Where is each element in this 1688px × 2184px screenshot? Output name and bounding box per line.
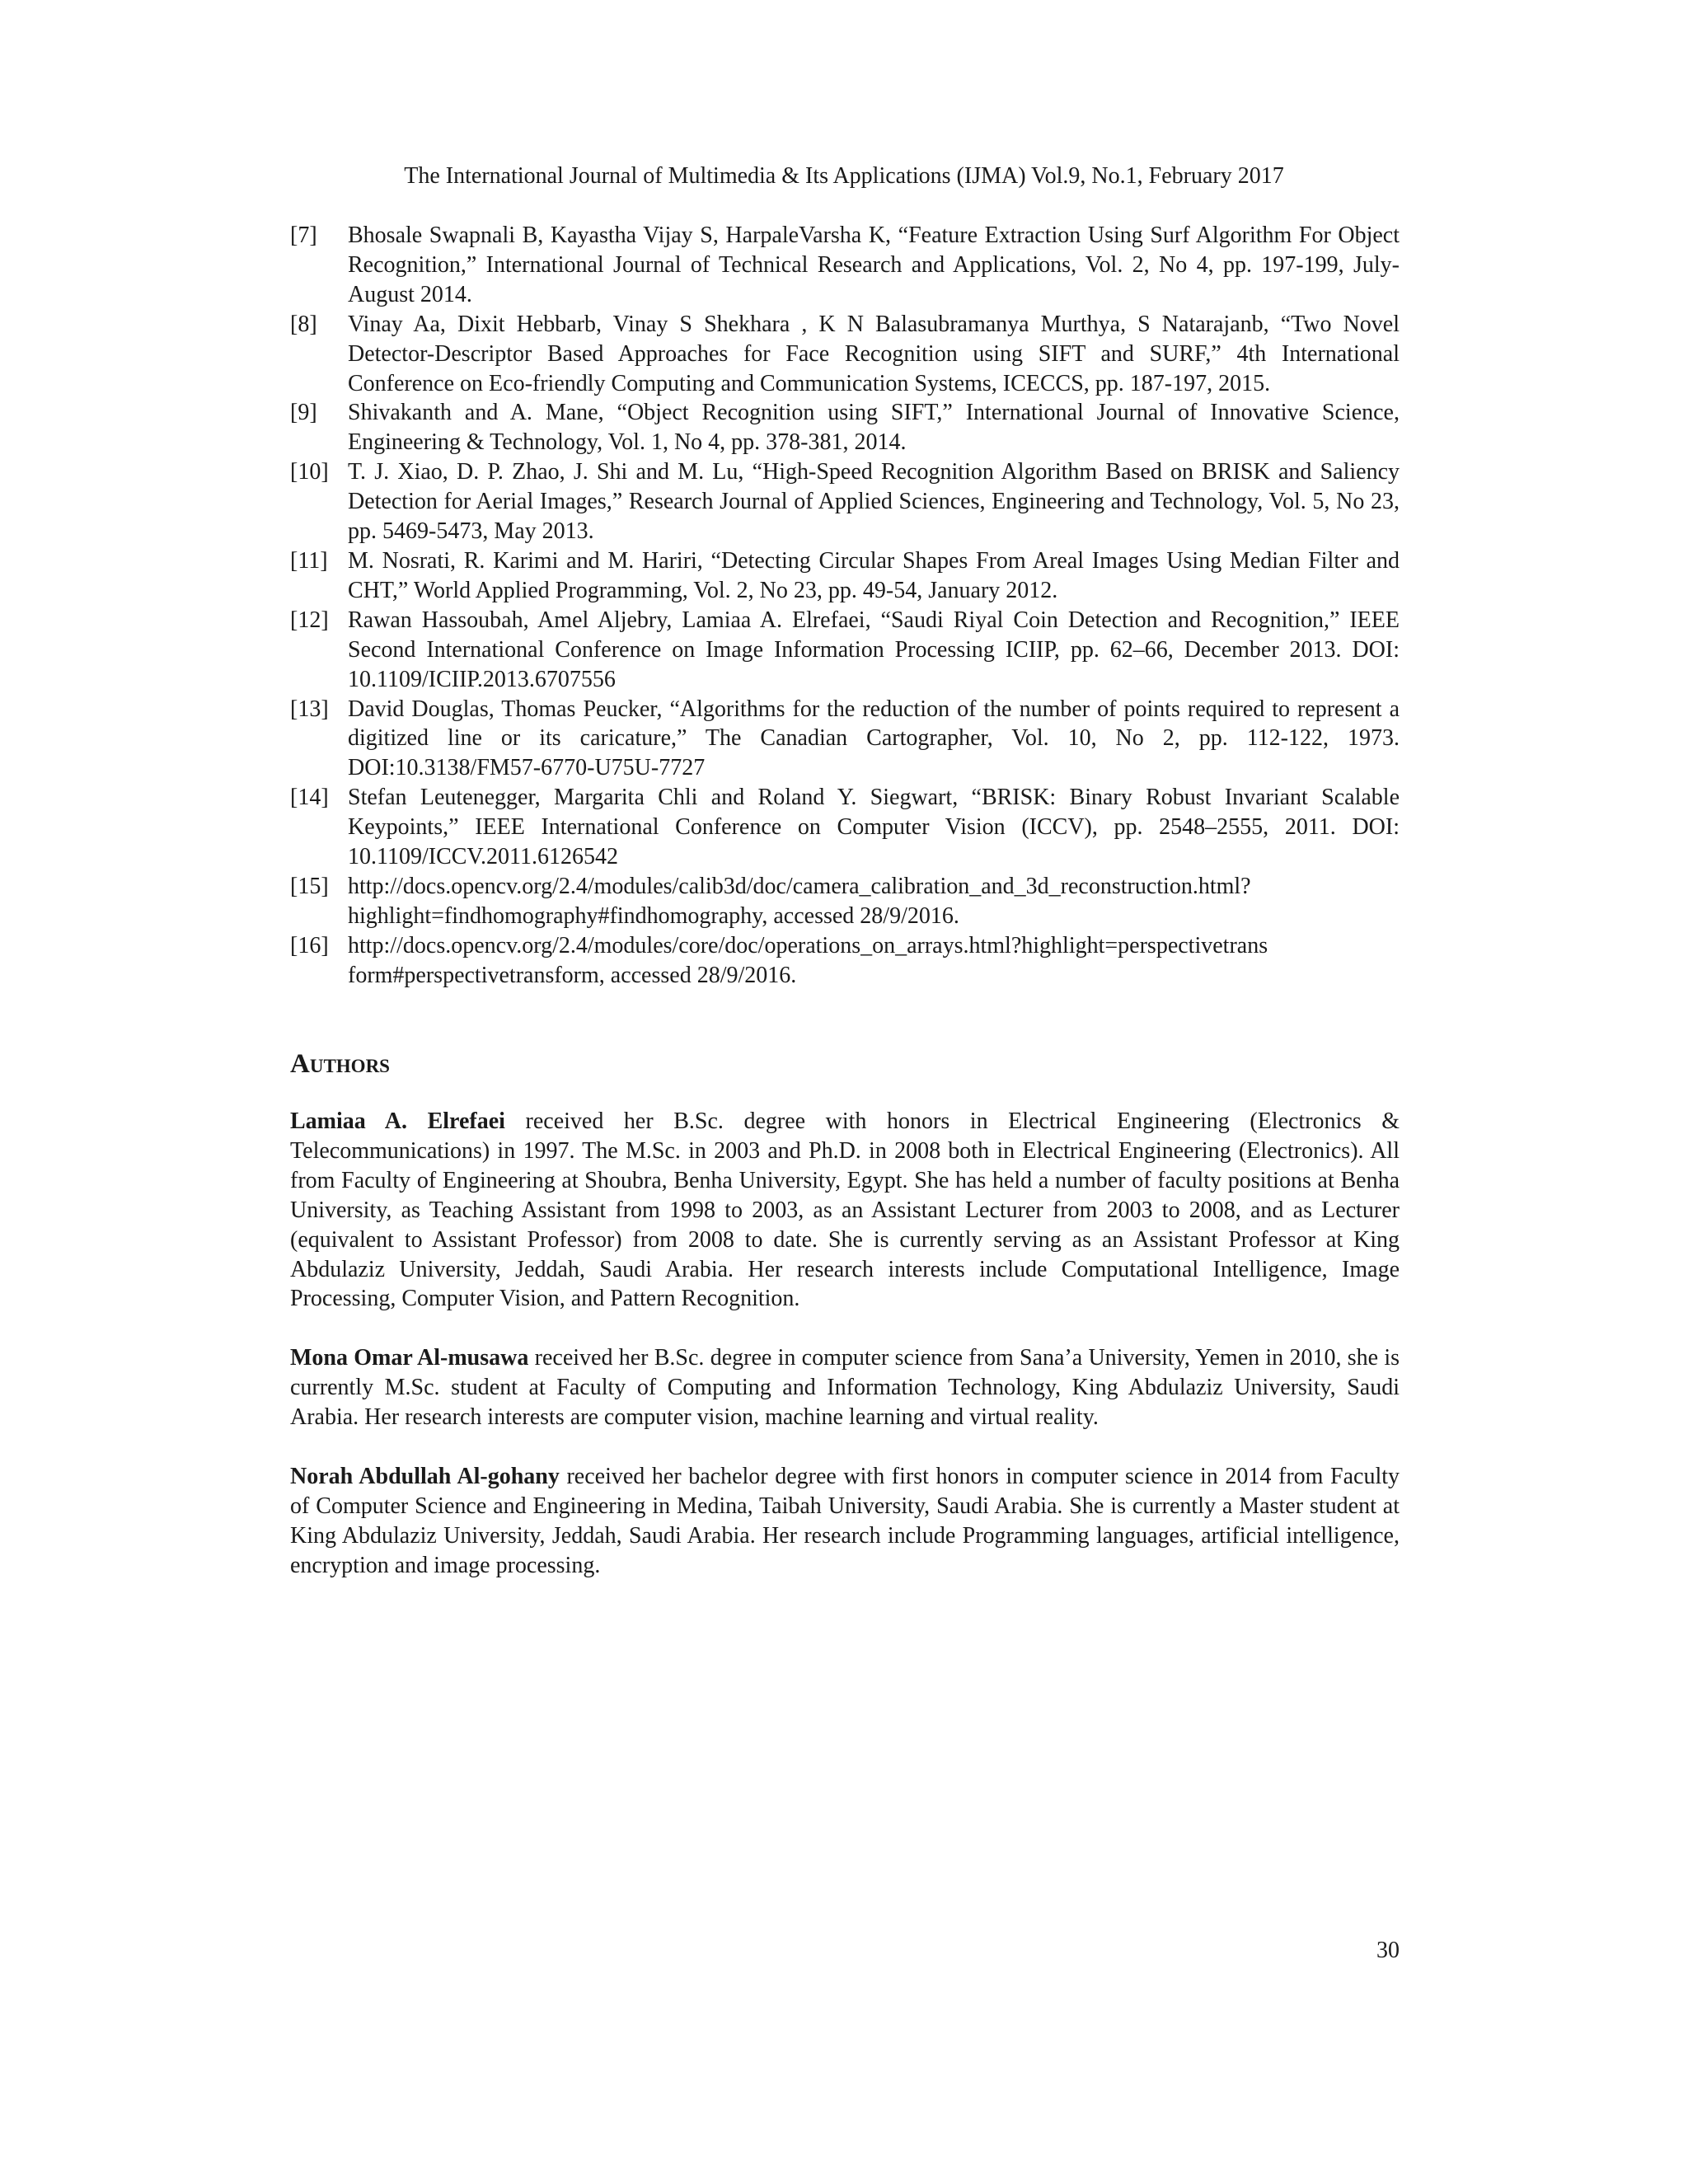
- author-name: Mona Omar Al-musawa: [290, 1345, 529, 1371]
- reference-item: [290, 872, 1400, 931]
- reference-number: [15]: [290, 873, 329, 899]
- author-bio-text: received her B.Sc. degree in computer science from Sana’a University, Yemen in 2010, she is currently M.Sc. student at Faculty of Computing and Information Technology, King Abdulaziz University, Saudi Arabia. Her research interests are computer vision, machine learning and virtual reality.: [290, 1345, 1400, 1430]
- reference-text: http://docs.opencv.org/2.4/modules/core/doc/operations_on_arrays.html?highlight=perspectivetrans form#perspectivetransform, accessed 28/9/2016.: [348, 932, 1268, 988]
- reference-number: [13]: [290, 696, 329, 722]
- author-bio-text: received her B.Sc. degree with honors in Electrical Engineering (Electronics & Telecommunications) in 1997. The M.Sc. in 2003 and Ph.D. in 2008 both in Electrical Engineering (Electronics). All from Faculty of Engineering at Shoubra, Benha University, Egypt. She has held a number of faculty positions at Benha University, as Teaching Assistant from 1998 to 2003, as an Assistant Lecturer from 2003 to 2008, and as Lecturer (equivalent to Assistant Professor) from 2008 to date. She is currently serving as an Assistant Professor at King Abdulaziz University, Jeddah, Saudi Arabia. Her research interests include Computational Intelligence, Image Processing, Computer Vision, and Pattern Recognition.: [290, 1108, 1400, 1312]
- author-bio-text: received her bachelor degree with first honors in computer science in 2014 from Faculty of Computer Science and Engineering in Medina, Taibah University, Saudi Arabia. She is currently a Master student at King Abdulaziz University, Jeddah, Saudi Arabia. Her research include Programming languages, artificial intelligence, encryption and image processing.: [290, 1464, 1400, 1578]
- running-header: The International Journal of Multimedia & Its Applications (IJMA) Vol.9, No.1, February 2017: [404, 163, 1284, 189]
- reference-item: [290, 695, 1400, 784]
- author-bio: [290, 1107, 1400, 1314]
- author-bio: [290, 1343, 1400, 1432]
- page-number: 30: [1376, 1938, 1400, 1963]
- reference-text: David Douglas, Thomas Peucker, “Algorithms for the reduction of the number of points required to represent a digitized line or its caricature,” The Canadian Cartographer, Vol. 10, No 2, pp. 112-122, 1973. DOI:10.3138/FM57-6770-U75U-7727: [348, 696, 1400, 781]
- authors-heading: Authors: [290, 1049, 390, 1079]
- reference-item: [290, 221, 1400, 310]
- reference-text: M. Nosrati, R. Karimi and M. Hariri, “Detecting Circular Shapes From Areal Images Using Median Filter and CHT,” World Applied Programming, Vol. 2, No 23, pp. 49-54, January 2012.: [348, 547, 1400, 603]
- author-bio: [290, 1462, 1400, 1581]
- reference-item: [290, 931, 1400, 991]
- author-name: Norah Abdullah Al-gohany: [290, 1464, 560, 1489]
- reference-item: [290, 783, 1400, 872]
- reference-text: Rawan Hassoubah, Amel Aljebry, Lamiaa A. Elrefaei, “Saudi Riyal Coin Detection and Recognition,” IEEE Second International Conference on Image Information Processing ICIIP, pp. 62–66, December 2013. DOI: 10.1109/ICIIP.2013.6707556: [348, 607, 1400, 692]
- reference-text: Stefan Leutenegger, Margarita Chli and Roland Y. Siegwart, “BRISK: Binary Robust Invariant Scalable Keypoints,” IEEE International Conference on Computer Vision (ICCV), pp. 2548–2555, 2011. DOI: 10.1109/ICCV.2011.6126542: [348, 785, 1400, 870]
- reference-number: [8]: [290, 311, 317, 337]
- reference-item: [290, 310, 1400, 399]
- reference-text: T. J. Xiao, D. P. Zhao, J. Shi and M. Lu, “High-Speed Recognition Algorithm Based on BRISK and Saliency Detection for Aerial Images,” Research Journal of Applied Sciences, Engineering and Technology, Vol. 5, No 23, pp. 5469-5473, May 2013.: [348, 459, 1400, 545]
- reference-text: Shivakanth and A. Mane, “Object Recognition using SIFT,” International Journal of Innovative Science, Engineering & Technology, Vol. 1, No 4, pp. 378-381, 2014.: [348, 400, 1400, 456]
- reference-number: [10]: [290, 459, 329, 485]
- reference-item: [290, 457, 1400, 546]
- reference-number: [11]: [290, 547, 328, 574]
- reference-item: [290, 398, 1400, 457]
- reference-item: [290, 546, 1400, 606]
- reference-number: [9]: [290, 400, 317, 426]
- reference-item: [290, 606, 1400, 695]
- reference-text: http://docs.opencv.org/2.4/modules/calib3d/doc/camera_calibration_and_3d_reconstruction.html? highlight=findhomography#findhomography, accessed 28/9/2016.: [348, 873, 1251, 929]
- reference-number: [12]: [290, 607, 329, 633]
- reference-text: Vinay Aa, Dixit Hebbarb, Vinay S Shekhara , K N Balasubramanya Murthya, S Natarajanb, “Two Novel Detector-Descriptor Based Approaches for Face Recognition using SIFT and SURF,” 4th International Conference on Eco-friendly Computing and Communication Systems, ICECCS, pp. 187-197, 2015.: [348, 311, 1400, 396]
- reference-number: [7]: [290, 223, 317, 248]
- author-name: Lamiaa A. Elrefaei: [290, 1108, 505, 1134]
- reference-text: Bhosale Swapnali B, Kayastha Vijay S, HarpaleVarsha K, “Feature Extraction Using Surf Algorithm For Object Recognition,” International Journal of Technical Research and Applications, Vol. 2, No 4, pp. 197-199, July-August 2014.: [348, 223, 1400, 307]
- reference-number: [16]: [290, 932, 329, 958]
- references-list: [290, 221, 1400, 991]
- reference-number: [14]: [290, 785, 329, 811]
